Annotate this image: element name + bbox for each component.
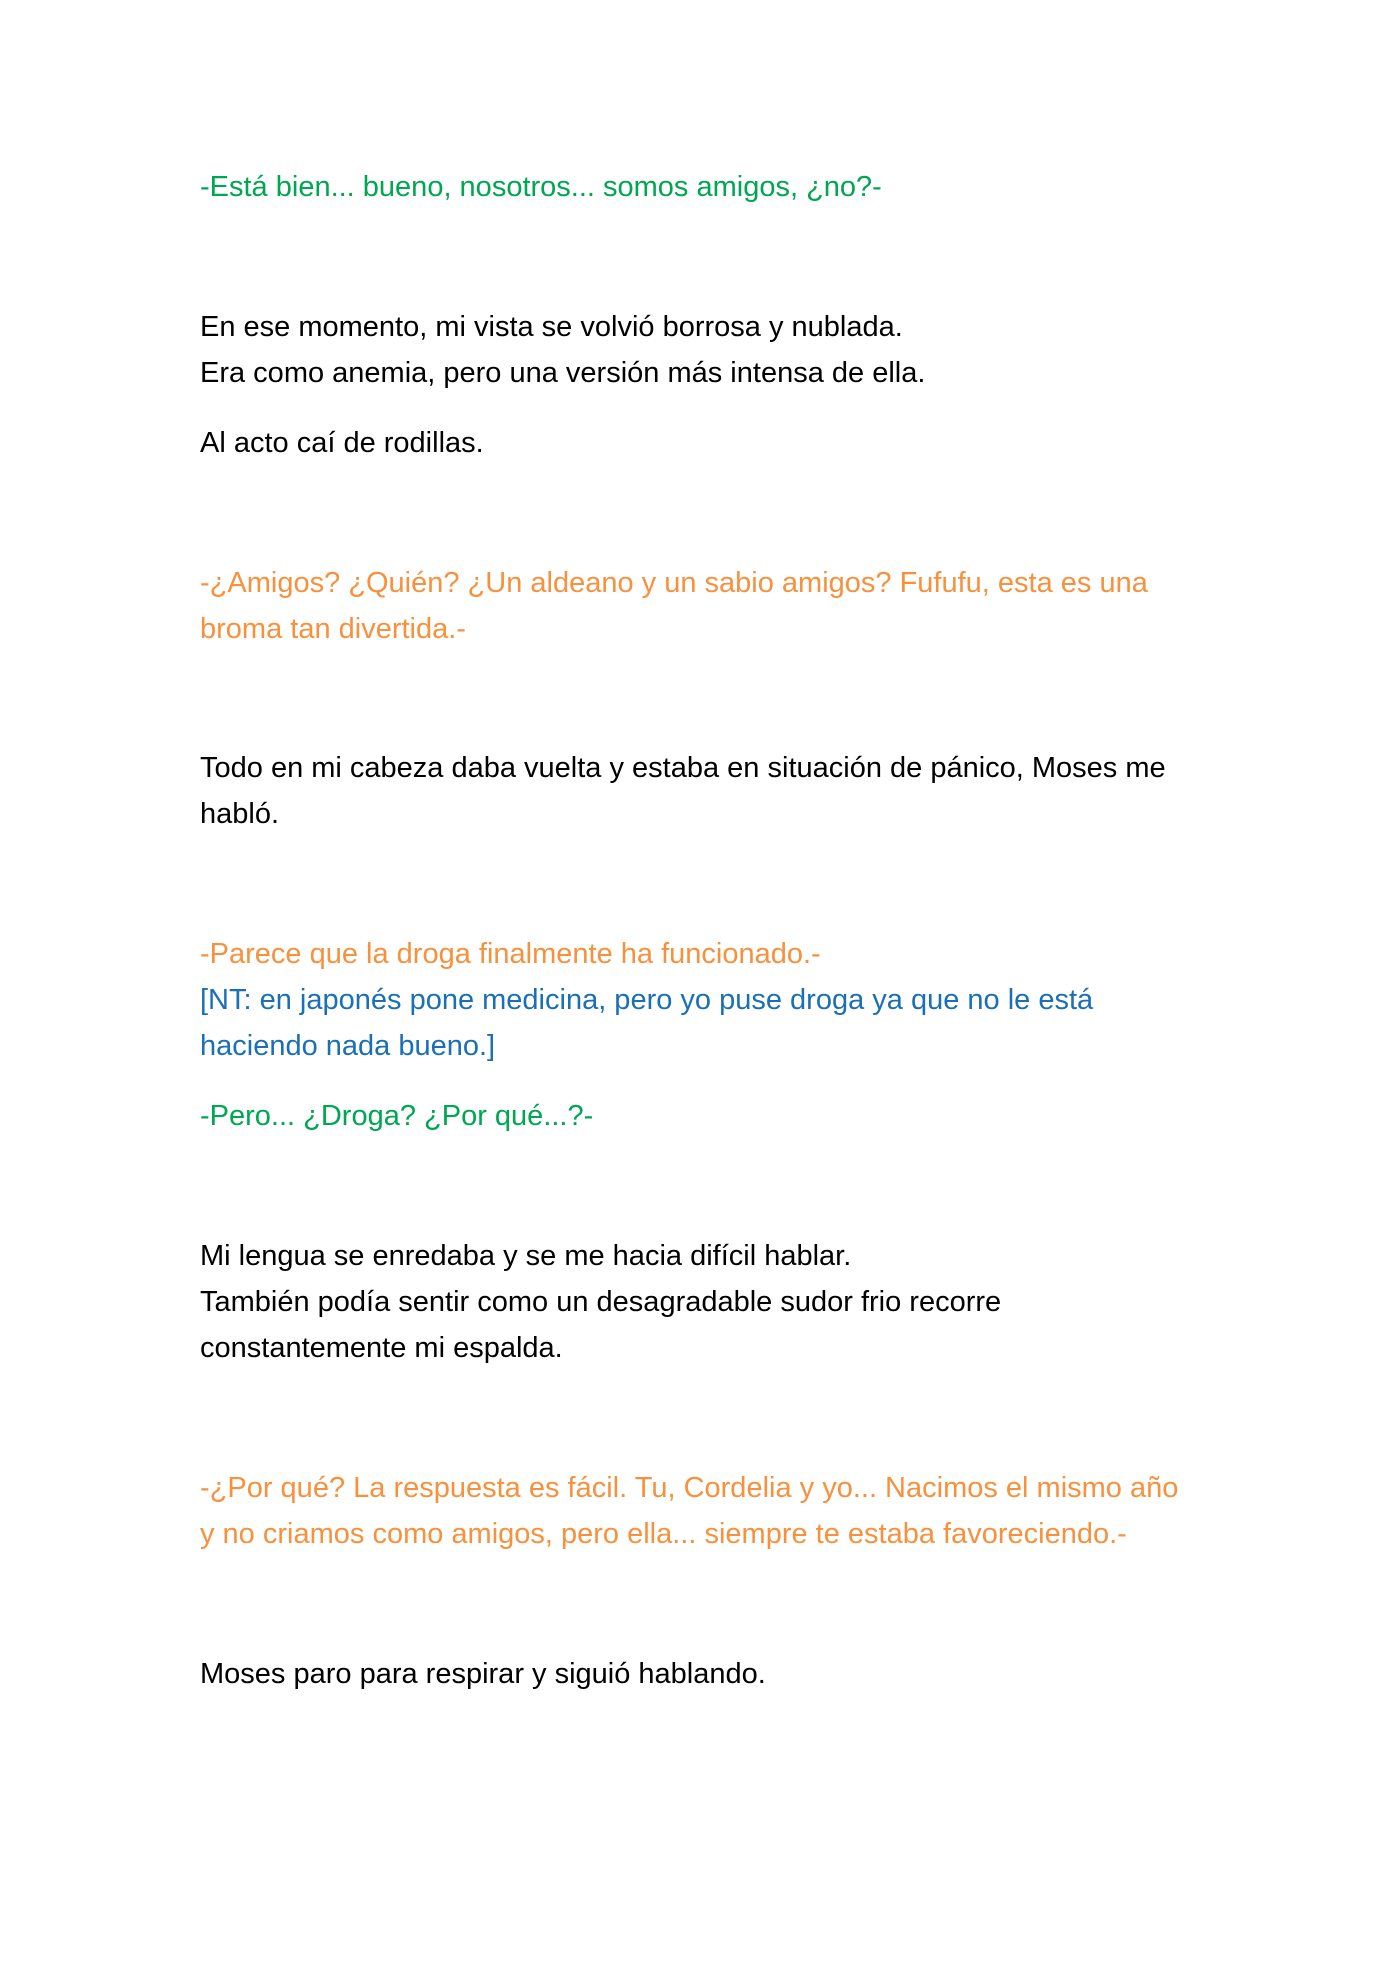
dialogue-speaker-a xyxy=(200,1093,1210,1139)
text-line: Moses paro para respirar y siguió hablando. xyxy=(200,1658,766,1690)
dialogue-speaker-a xyxy=(200,164,1210,210)
text-line: Era como anemia, pero una versión más intensa de ella. xyxy=(200,357,926,389)
translator-note xyxy=(200,977,1210,1069)
text-line: haciendo nada bueno.] xyxy=(200,1030,496,1062)
text-line: broma tan divertida.- xyxy=(200,613,466,645)
text-line: -¿Amigos? ¿Quién? ¿Un aldeano y un sabio amigos? Fufufu, esta es una xyxy=(200,567,1148,599)
text-line: -Parece que la droga finalmente ha funcionado.- xyxy=(200,938,821,970)
text-line: constantemente mi espalda. xyxy=(200,1332,563,1364)
dialogue-speaker-b xyxy=(200,560,1210,652)
dialogue-speaker-b xyxy=(200,931,1210,977)
text-line: -Está bien... bueno, nosotros... somos amigos, ¿no?- xyxy=(200,171,882,203)
narration-paragraph xyxy=(200,420,1210,466)
text-line: -Pero... ¿Droga? ¿Por qué...?- xyxy=(200,1100,594,1132)
text-line: En ese momento, mi vista se volvió borrosa y nublada. xyxy=(200,311,903,343)
text-line: También podía sentir como un desagradable sudor frio recorre xyxy=(200,1286,1002,1318)
text-line: [NT: en japonés pone medicina, pero yo puse droga ya que no le está xyxy=(200,984,1094,1016)
narration-paragraph xyxy=(200,745,1210,837)
dialogue-speaker-b xyxy=(200,1465,1210,1557)
text-line: y no criamos como amigos, pero ella... siempre te estaba favoreciendo.- xyxy=(200,1518,1127,1550)
text-line: habló. xyxy=(200,798,280,830)
text-line: Todo en mi cabeza daba vuelta y estaba en situación de pánico, Moses me xyxy=(200,752,1166,784)
text-line: Mi lengua se enredaba y se me hacia difícil hablar. xyxy=(200,1240,852,1272)
narration-paragraph xyxy=(200,1651,1210,1697)
narration-paragraph xyxy=(200,304,1210,396)
text-line: -¿Por qué? La respuesta es fácil. Tu, Cordelia y yo... Nacimos el mismo año xyxy=(200,1472,1179,1504)
narration-paragraph xyxy=(200,1233,1210,1371)
text-line: Al acto caí de rodillas. xyxy=(200,427,484,459)
